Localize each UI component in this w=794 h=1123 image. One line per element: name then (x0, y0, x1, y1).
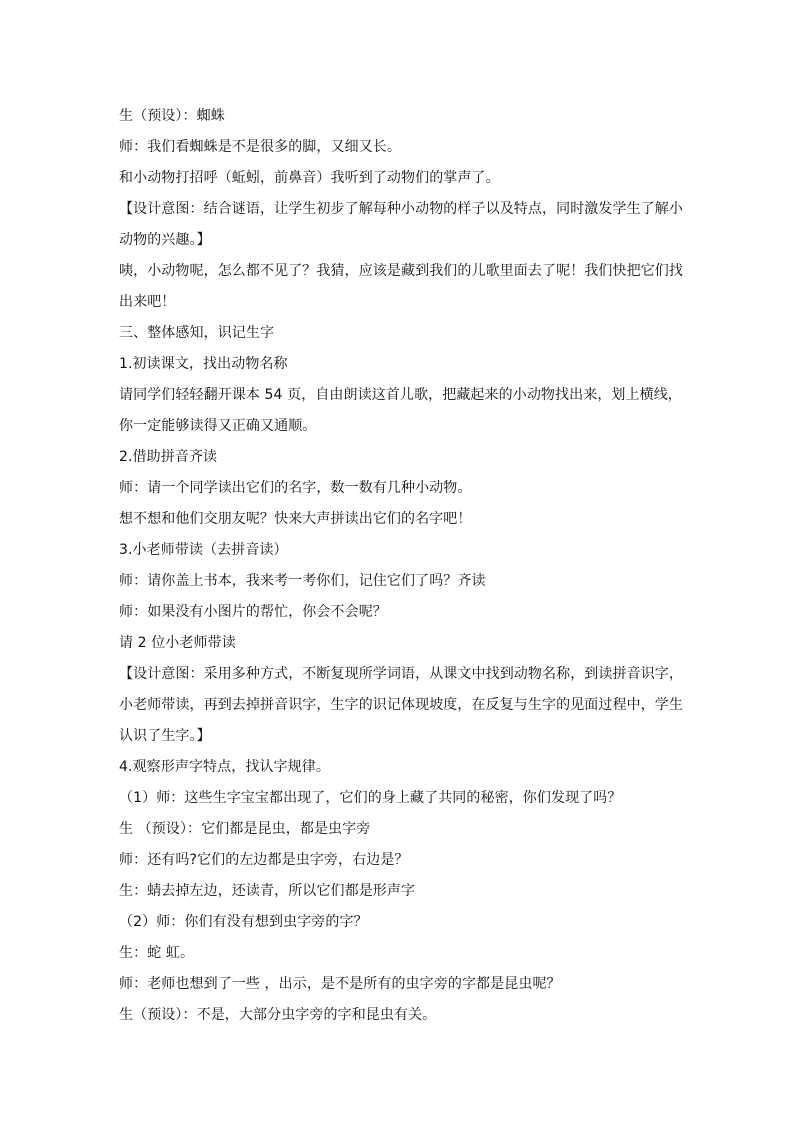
subsection-heading: 1.初读课文，找出动物名称 (119, 356, 288, 372)
text-line: 小老师带读，再到去掉拼音识字，生字的识记体现坡度，在反复与生字的见面过程中，学生 (119, 697, 683, 713)
text-line: 请同学们轻轻翻开课本 54 页，自由朗读这首儿歌，把藏起来的小动物找出来，划上横线， (119, 387, 682, 403)
text-line: 生（预设）：蜘蛛 (119, 108, 225, 124)
text-line: 师：请一个同学读出它们的名字，数一数有几种小动物。 (119, 480, 472, 496)
text-line: 和小动物打招呼（蚯蚓，前鼻音）我听到了动物们的掌声了。 (119, 170, 500, 186)
text-line: 【设计意图：采用多种方式，不断复现所学词语，从课文中找到动物名称，到读拼音识字， (119, 666, 683, 682)
text-line: 生（预设）：不是，大部分虫字旁的字和昆虫有关。 (119, 1007, 437, 1023)
section-heading: 三、整体感知，识记生字 (119, 325, 275, 341)
text-line: 你一定能够读得又正确又通顺。 (119, 418, 317, 434)
text-line: 生：蜻去掉左边，还读青，所以它们都是形声字 (119, 883, 416, 899)
subsection-heading: 4.观察形声字特点，找认字规律。 (119, 759, 330, 775)
text-line: 想不想和他们交朋友呢？快来大声拼读出它们的名字吧！ (119, 511, 472, 527)
document-body (119, 101, 689, 1031)
text-line: 认识了生字。】 (119, 728, 211, 744)
text-line: （2）师：你们有没有想到虫字旁的字？ (119, 914, 368, 930)
text-line: 师：请你盖上书本，我来考一考你们，记住它们了吗？齐读 (119, 573, 486, 589)
text-line: 师：如果没有小图片的帮忙，你会不会呢？ (119, 604, 387, 620)
text-line: 生 （预设）：它们都是昆虫，都是虫字旁 (119, 821, 371, 837)
text-line: 请 2 位小老师带读 (119, 635, 236, 651)
text-line: 师：我们看蜘蛛是不是很多的脚，又细又长。 (119, 139, 401, 155)
subsection-heading: 2.借助拼音齐读 (119, 449, 218, 465)
subsection-heading: 3.小老师带读（去拼音读） (119, 542, 288, 558)
text-line: 动物的兴趣。】 (119, 232, 211, 248)
text-line: 师：还有吗?它们的左边都是虫字旁，右边是？ (119, 852, 409, 868)
text-line: （1）师：这些生字宝宝都出现了，它们的身上藏了共同的秘密，你们发现了吗？ (119, 790, 622, 806)
text-line: 【设计意图：结合谜语，让学生初步了解每种小动物的样子以及特点，同时激发学生了解小 (119, 201, 683, 217)
text-line: 生：蛇 虹。 (119, 945, 195, 961)
text-line: 师：老师也想到了一些 ，出示，是不是所有的虫字旁的字都是昆虫呢？ (119, 976, 561, 992)
text-line: 咦，小动物呢，怎么都不见了？我猜，应该是藏到我们的儿歌里面去了呢！我们快把它们找 (119, 263, 683, 279)
text-line: 出来吧！ (119, 294, 176, 310)
